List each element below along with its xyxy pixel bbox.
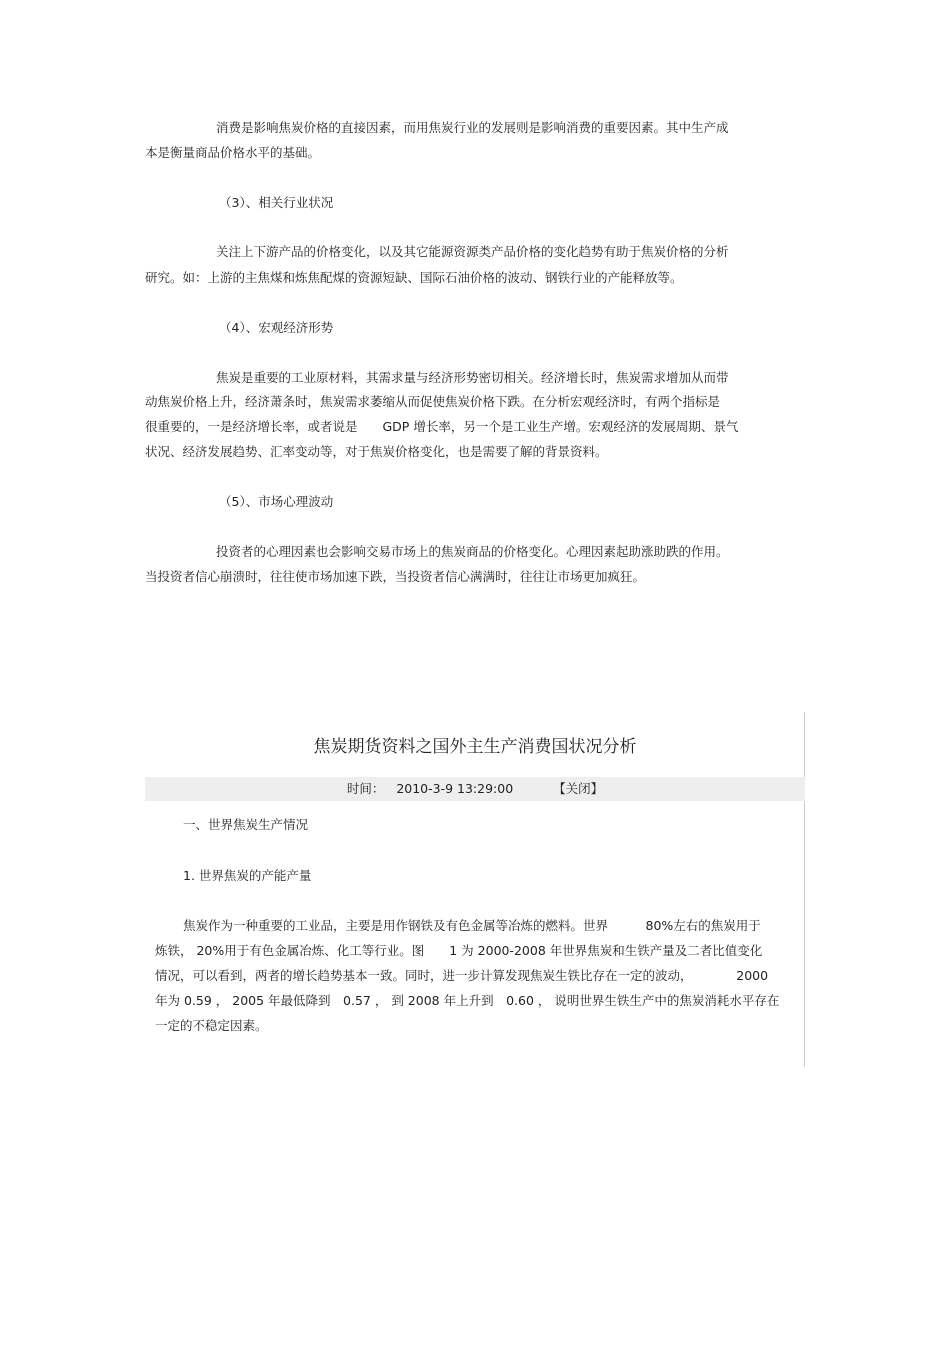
paragraph-macro-line-3: 很重要的，一是经济增长率，或者说是 GDP 增长率，另一个是工业生产增。宏观经济的发展周期、景气 — [145, 419, 739, 434]
article-meta-bar — [145, 777, 805, 801]
article-paragraph-line-1: 焦炭作为一种重要的工业品，主要是用作钢铁及有色金属等冶炼的燃料。世界 80%左右的焦炭用于 — [183, 918, 761, 933]
article-paragraph-line-2: 炼铁， 20%用于有色金属冶炼、化工等行业。图 1 为 2000-2008 年世界焦炭和生铁产量及二者比值变化 — [155, 943, 763, 958]
article-title: 焦炭期货资料之国外主生产消费国状况分析 — [313, 737, 637, 757]
article-paragraph-line-3: 情况，可以看到，两者的增长趋势基本一致。同时，进一步计算发现焦炭生铁比存在一定的波动， 2000 — [155, 968, 769, 983]
paragraph-consumption-line-2: 本是衡量商品价格水平的基础。 — [145, 145, 321, 160]
paragraph-macro-line-4: 状况、经济发展趋势、汇率变动等，对于焦炭价格变化，也是需要了解的背景资料。 — [145, 444, 608, 459]
paragraph-psych-line-1: 投资者的心理因素也会影响交易市场上的焦炭商品的价格变化。心理因素起助涨助跌的作用。 — [216, 544, 729, 559]
heading-macro-economy: （4）、宏观经济形势 — [219, 320, 334, 335]
paragraph-macro-line-1: 焦炭是重要的工业原材料，其需求量与经济形势密切相关。经济增长时，焦炭需求增加从而带 — [216, 370, 729, 385]
paragraph-consumption-line-1: 消费是影响焦炭价格的直接因素，而用焦炭行业的发展则是影响消费的重要因素。其中生产成 — [216, 120, 729, 135]
paragraph-related-line-2: 研究。如：上游的主焦煤和炼焦配煤的资源短缺、国际石油价格的波动、钢铁行业的产能释放等。 — [145, 270, 683, 285]
close-link[interactable]: 【关闭】 — [553, 781, 604, 796]
time-value: 2010-3-9 13:29:00 — [396, 781, 514, 796]
paragraph-macro-line-2: 动焦炭价格上升，经济萧条时，焦炭需求萎缩从而促使焦炭价格下跌。在分析宏观经济时，有两个指标是 — [145, 394, 721, 409]
heading-related-industry: （3）、相关行业状况 — [219, 195, 334, 210]
paragraph-related-line-1: 关注上下游产品的价格变化，以及其它能源资源类产品价格的变化趋势有助于焦炭价格的分析 — [216, 244, 729, 259]
right-border-rule — [804, 712, 805, 1067]
time-label: 时间： — [346, 781, 385, 796]
article-paragraph-line-4: 年为 0.59 ， 2005 年最低降到 0.57 ， 到 2008 年上升到 0.60 ， 说明世界生铁生产中的焦炭消耗水平存在 — [155, 993, 780, 1008]
subheading-capacity-output: 1. 世界焦炭的产能产量 — [183, 868, 312, 883]
article-paragraph-line-5: 一定的不稳定因素。 — [155, 1018, 268, 1033]
heading-market-psychology: （5）、市场心理波动 — [219, 494, 334, 509]
paragraph-psych-line-2: 当投资者信心崩溃时，往往使市场加速下跌，当投资者信心满满时，往往让市场更加疯狂。 — [145, 569, 646, 584]
heading-world-coke-production: 一、世界焦炭生产情况 — [183, 817, 309, 832]
